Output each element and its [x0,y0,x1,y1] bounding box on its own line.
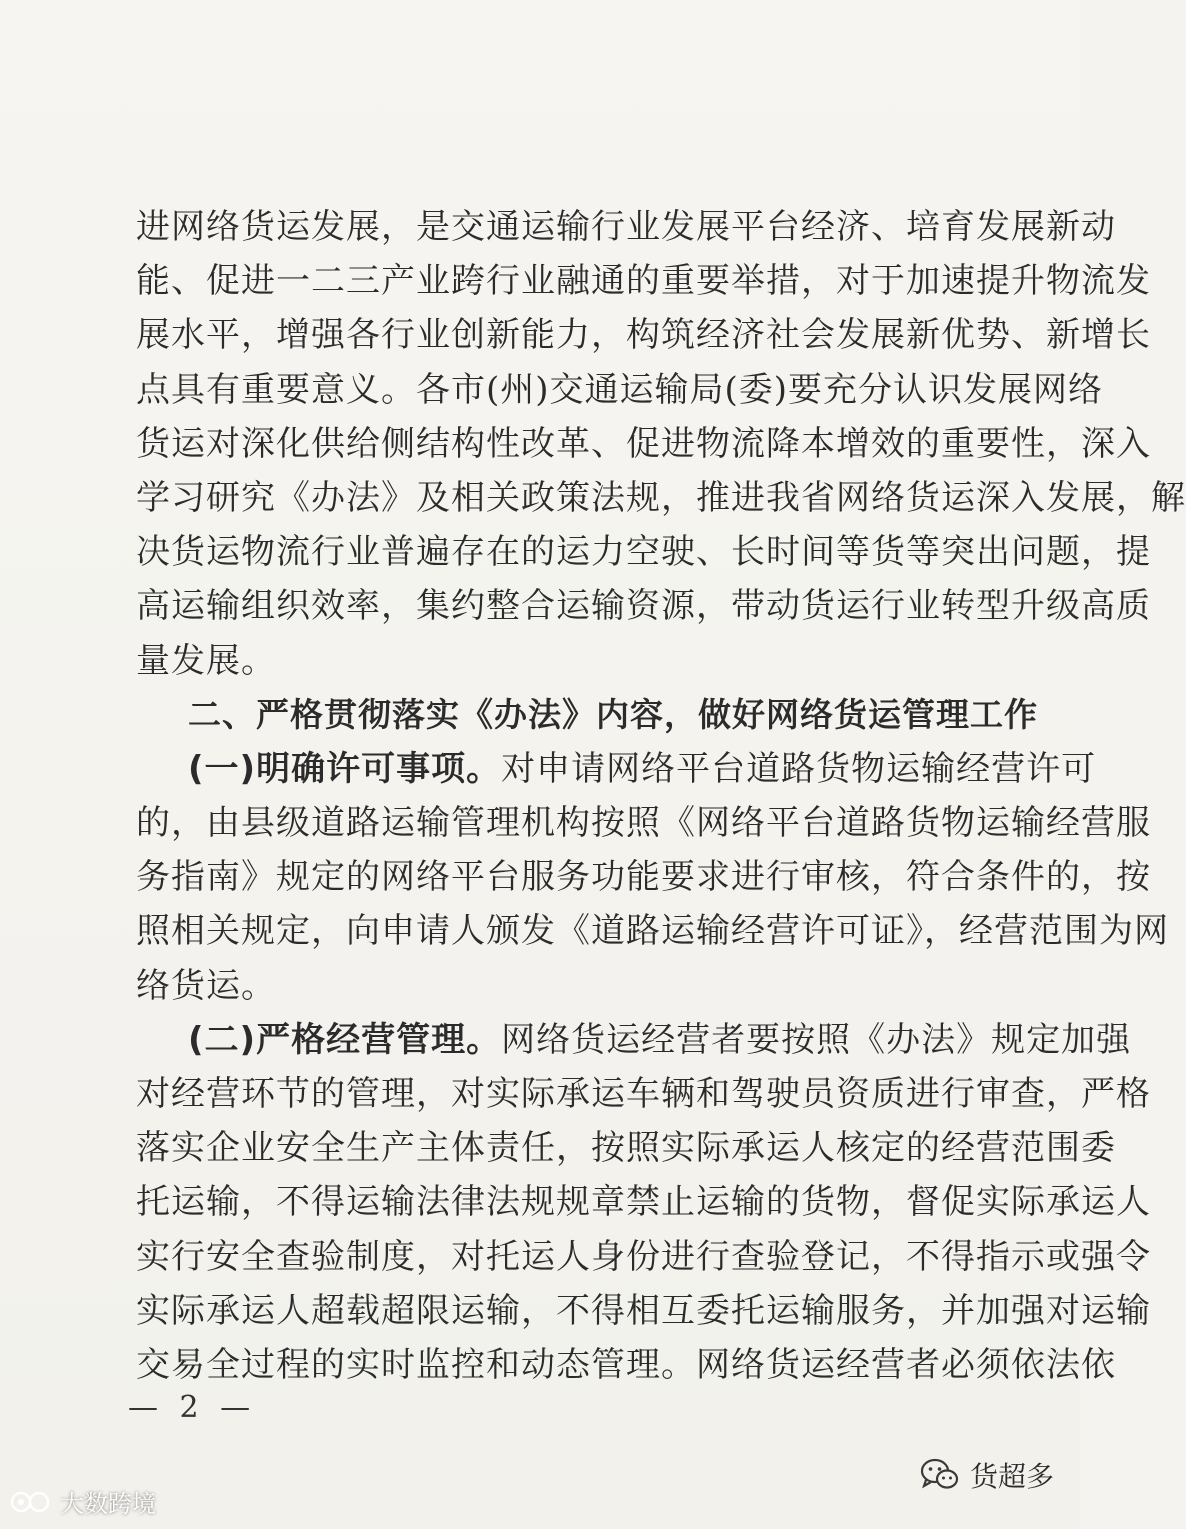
paragraph-line: 托运输，不得运输法律法规规章禁止运输的货物，督促实际承运人 [136,1182,1151,1223]
paragraph-line: 展水平，增强各行业创新能力，构筑经济社会发展新优势、新增长 [136,315,1151,356]
paragraph-line: 量发展。 [136,640,276,681]
paragraph-line: 高运输组织效率，集约整合运输资源，带动货运行业转型升级高质 [136,586,1151,627]
section-heading: 二、严格贯彻落实《办法》内容，做好网络货运管理工作 [188,694,1038,734]
watermark-left-text: 大数跨境 [60,1490,156,1518]
watermark-right-text: 货超多 [969,1460,1054,1493]
document-body [136,200,1186,1392]
dashu-logo-icon [8,1489,52,1515]
watermark-left [8,1484,156,1519]
paragraph-line: 照相关规定，向申请人颁发《道路运输经营许可证》，经营范围为网 [136,911,1169,952]
subsection-text: 网络货运经营者要按照《办法》规定加强 [501,1019,1132,1060]
paragraph-line: 货运对深化供给侧结构性改革、促进物流降本增效的重要性，深入 [136,423,1151,464]
paragraph-line: 进网络货运发展，是交通运输行业发展平台经济、培育发展新动 [136,207,1116,247]
watermark-right [920,1455,1054,1495]
paragraph-line: 实际承运人超载超限运输，不得相互委托运输服务，并加强对运输 [136,1290,1151,1331]
paragraph-line: 对经营环节的管理，对实际承运车辆和驾驶员资质进行审查，严格 [136,1074,1151,1114]
wechat-icon [920,1458,960,1492]
paragraph-line: 实行安全查验制度，对托运人身份进行查验登记，不得指示或强令 [136,1236,1151,1277]
paragraph-line: 点具有重要意义。各市(州)交通运输局(委)要充分认识发展网络 [136,369,1104,410]
page-number: — 2 — [128,1390,257,1425]
paragraph-line: 务指南》规定的网络平台服务功能要求进行审核，符合条件的，按 [136,857,1151,898]
subsection-first-line [136,742,1097,796]
paragraph-line: 交易全过程的实时监控和动态管理。网络货运经营者必须依法依 [136,1344,1116,1385]
paragraph-line: 落实企业安全生产主体责任，按照实际承运人核定的经营范围委 [136,1128,1116,1169]
subsection-text: 对申请网络平台道路货物运输经营许可 [501,748,1097,789]
paragraph-line: 的，由县级道路运输管理机构按照《网络平台道路货物运输经营服 [136,803,1151,844]
subsection-first-line [136,1013,1132,1067]
subsection-lead: (一)明确许可事项。 [188,748,502,789]
paragraph-line: 能、促进一二三产业跨行业融通的重要举措，对于加速提升物流发 [136,261,1151,302]
paragraph-line: 络货运。 [136,965,276,1006]
subsection-lead: (二)严格经营管理。 [188,1019,502,1060]
paragraph-line: 决货运物流行业普遍存在的运力空驶、长时间等货等突出问题，提 [136,532,1151,573]
paragraph-line: 学习研究《办法》及相关政策法规，推进我省网络货运深入发展，解 [136,477,1186,518]
